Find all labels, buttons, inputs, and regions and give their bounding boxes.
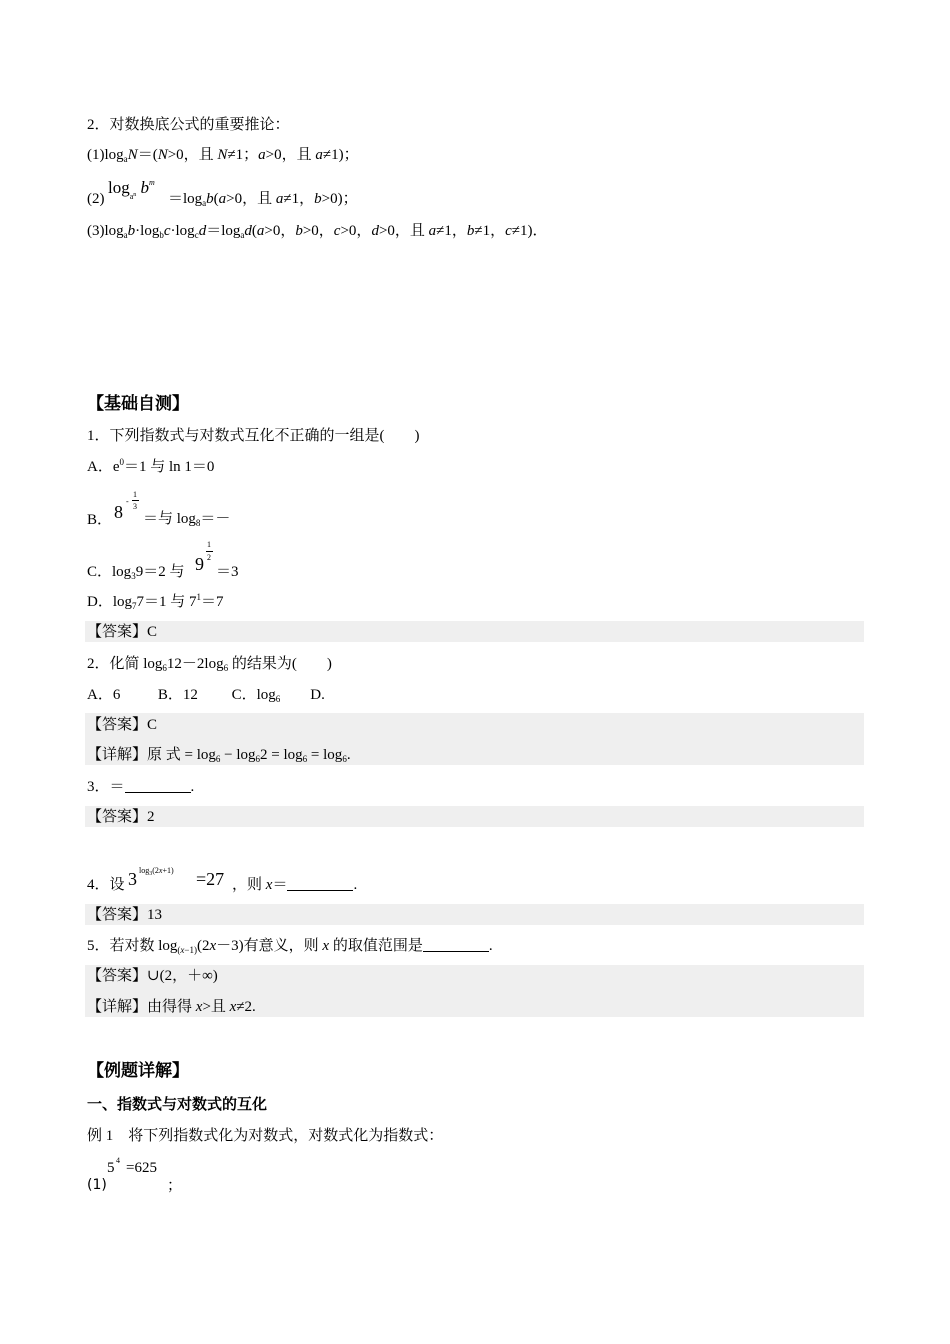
q1-option-b-rest: ＝与 $\log_8=-$ <box>143 511 231 528</box>
q3-stem: 3．＝ . <box>87 779 195 795</box>
q5-stem: 5．若对数 $\log_{(x-1)}(2x-3)$有意义，则 x 的取值范围是 . <box>87 938 493 955</box>
q1-option-b-label: B． <box>87 512 113 528</box>
q1-option-c-base: 9 <box>195 554 204 574</box>
formula-corollary-2-label: (2) <box>87 191 105 207</box>
q4-answer: 【答案】13 <box>87 907 163 923</box>
q5-detail: 【详解】由得得 x>且 x≠2. <box>87 999 256 1015</box>
q2-stem: 2．化简 $\log_612-2\log_6$ 的结果为( ) <box>87 656 332 673</box>
q1-option-c-exp-num: 1 <box>207 540 211 549</box>
formula-corollary-1: $(1)\log_aN=(N>0$，且 N≠1；a>0，且 a≠1)； <box>87 147 359 164</box>
q4-power-rhs: =27 <box>196 869 225 889</box>
subsection-heading: 一、指数式与对数式的互化 <box>87 1095 268 1113</box>
q1-option-d: D．$\log_77=1$ 与 $7^1=7$ <box>87 592 224 611</box>
formula-corollary-2-rhs: $=\log_ab(a>0$，且 a≠1，b>0)； <box>168 191 358 208</box>
example-1-stem: 例 1 将下列指数式化为对数式，对数式化为指数式： <box>87 1128 444 1144</box>
q1-option-c-exp-den: 2 <box>207 553 211 562</box>
formula-corollary-2-lhs: $\log_an$ $b^m$ <box>108 178 155 201</box>
example-1-item-1-base: 5 <box>107 1160 115 1176</box>
q1-answer: 【答案】C <box>87 624 158 640</box>
q1-option-b-exp-num: 1 <box>133 490 137 499</box>
example-1-item-1-label: (1) <box>87 1177 107 1193</box>
q1-stem: 1．下列指数式与对数式互化不正确的一组是( ) <box>87 428 420 444</box>
formula-title: 2．对数换底公式的重要推论： <box>87 117 290 133</box>
q4-answer-band <box>85 904 864 925</box>
section-heading-examples: 【例题详解】 <box>87 1061 189 1081</box>
q2-answer: 【答案】C <box>87 717 158 733</box>
example-1-item-1-rhs: =625 <box>126 1160 157 1176</box>
formula-corollary-3: $(3)\log_ab\cdot\log_bc\cdot\log_cd=\log_ad(a>0$，b>0，c>0，d>0，且 a≠1，b≠1，c≠1)． <box>87 223 548 240</box>
q1-option-b-exp-den: 3 <box>133 502 137 511</box>
example-1-item-1-exp: 4 <box>116 1156 120 1165</box>
q3-answer-band <box>85 806 864 827</box>
q1-option-b-exp-sign: - <box>126 497 129 506</box>
q1-option-a: A．$e^0=1$ 与 ln 1＝0 <box>87 457 215 475</box>
q2-detail: 【详解】原 式 = $\log_6 - \log_62 = \log_6 = \log_6$. <box>87 747 351 764</box>
q3-answer: 【答案】2 <box>87 809 155 825</box>
section-heading-basic: 【基础自测】 <box>87 394 189 414</box>
q1-option-c-exp-bar <box>206 551 213 552</box>
q1-option-b-exp-bar <box>132 500 139 501</box>
q1-option-c-rest: ＝3 <box>216 564 239 580</box>
q2-options: A．6 B．12 C．$\log_6$ D. <box>87 687 325 704</box>
q4-power-exponent: $\log_3(2x+1)$ <box>139 866 174 877</box>
q1-option-c-label: C．$\log_39=2$ 与 <box>87 564 185 581</box>
q5-answer: 【答案】∪(2，＋∞) <box>87 968 218 984</box>
q1-answer-band <box>85 621 864 642</box>
example-1-item-1-end: ； <box>167 1178 183 1194</box>
q4-stem-prefix: 4．设 <box>87 877 125 893</box>
q4-power-base: 3 <box>128 869 137 889</box>
q1-option-b-base: 8 <box>114 502 123 522</box>
q4-stem-suffix: ，则 x＝ . <box>232 877 358 893</box>
